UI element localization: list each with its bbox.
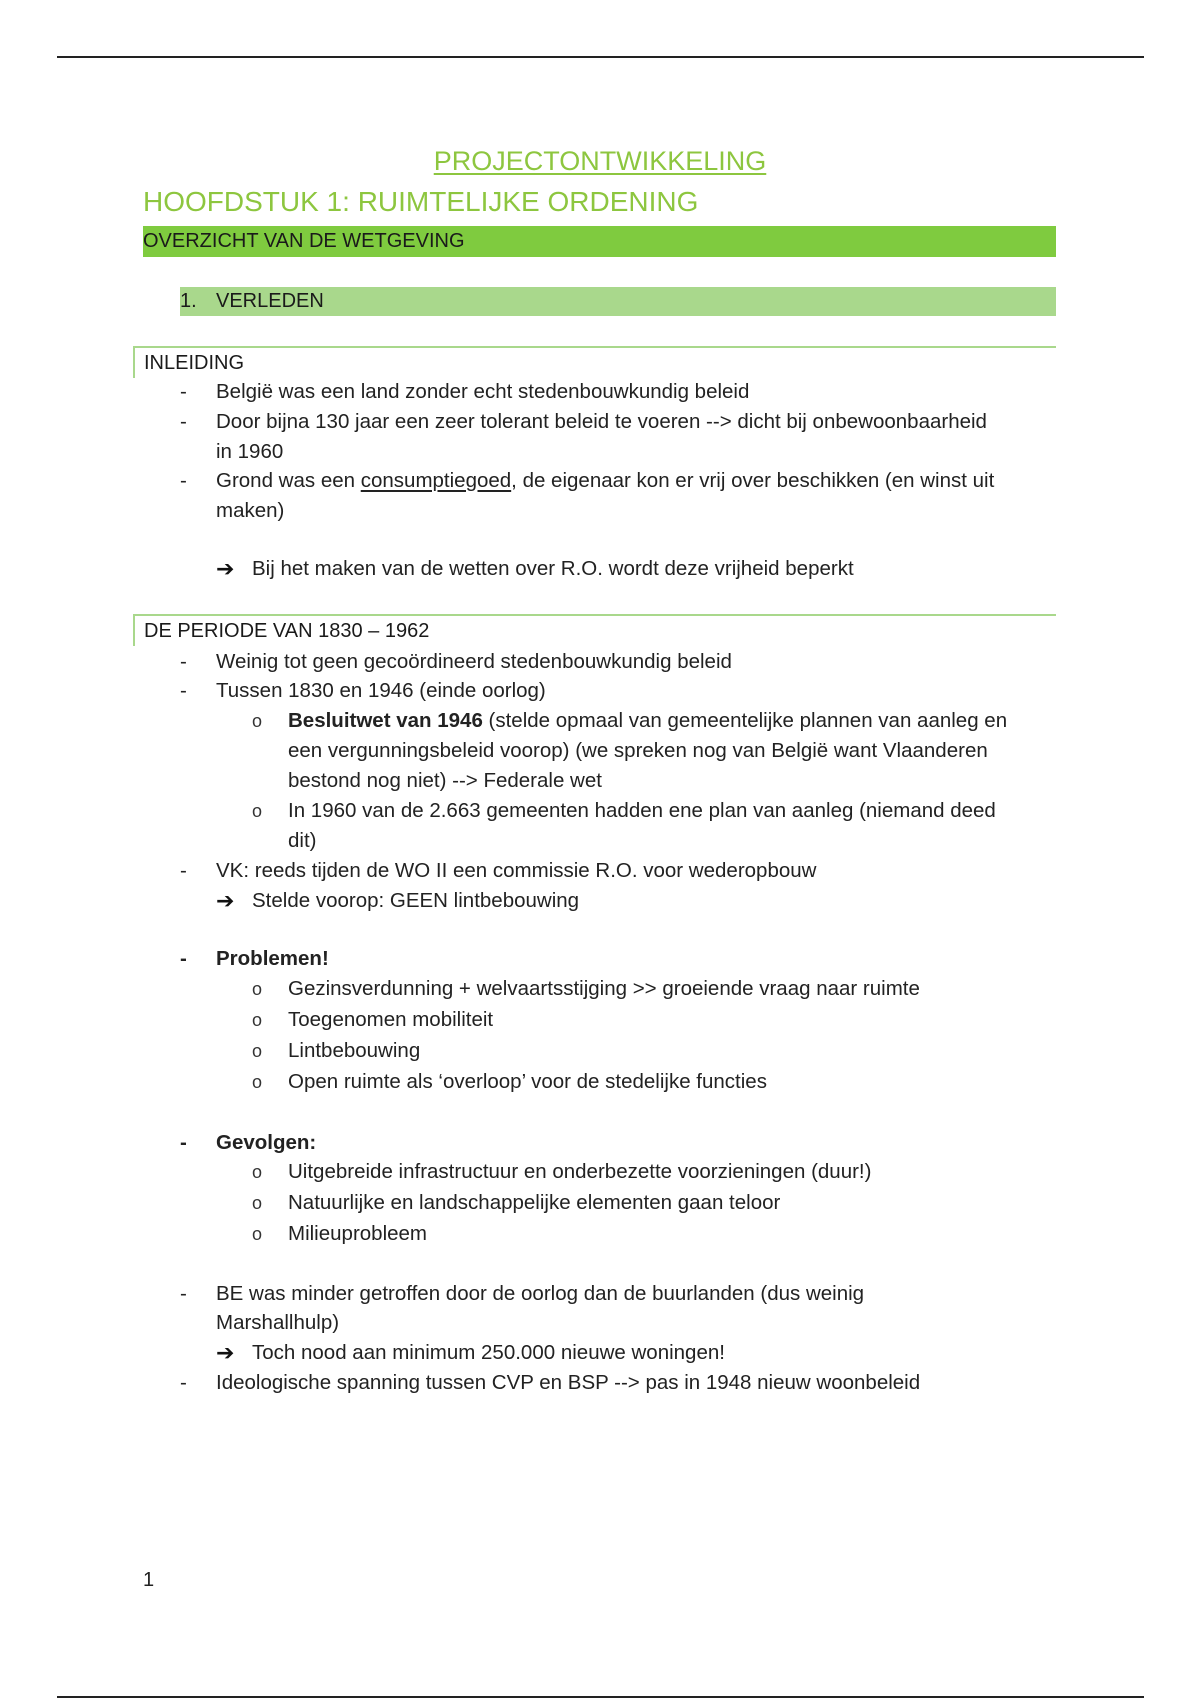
periode-sub-1-rest: (stelde opmaal van gemeentelijke plannen van aanleg en [482,709,1008,732]
circle-bullet: o [252,1193,263,1213]
gevolgen-item: Milieuprobleem [288,1222,428,1245]
footer-rule [57,1696,1144,1698]
dash-bullet: - [180,469,187,492]
problemen-label: Problemen! [216,947,329,970]
inleiding-item-3-pre: Grond was een [216,469,361,492]
dash-bullet: - [180,1282,187,1305]
problemen-item: Open ruimte als ‘overloop’ voor de stedelijke functies [288,1070,767,1093]
periode-item-5: Ideologische spanning tussen CVP en BSP --> pas in 1948 nieuw woonbeleid [216,1371,921,1394]
inleiding-item-3-line-2: maken) [216,499,285,522]
dash-bullet: - [180,1131,187,1154]
periode-heading [133,614,1056,646]
periode-sub-1-line-2: een vergunningsbeleid voorop) (we spreken nog van België want Vlaanderen [288,739,988,762]
periode-heading-text: DE PERIODE VAN 1830 – 1962 [144,620,430,642]
dash-bullet: - [180,650,187,673]
gevolgen-item: Natuurlijke en landschappelijke elementen gaan teloor [288,1191,781,1214]
besluitwet-term: Besluitwet van 1946 [288,709,483,732]
problemen-item: Gezinsverdunning + welvaartsstijging >> groeiende vraag naar ruimte [288,977,920,1000]
circle-bullet: o [252,711,263,731]
problemen-item: Toegenomen mobiliteit [288,1008,494,1031]
consumptiegoed-term: consumptiegoed [360,469,512,492]
circle-bullet: o [252,1041,263,1061]
dash-bullet: - [180,679,187,702]
document-title: PROJECTONTWIKKELING [433,146,767,176]
dash-bullet: - [180,1371,187,1394]
inleiding-item-2-line-1: Door bijna 130 jaar een zeer tolerant beleid te voeren --> dicht bij onbewoonbaarheid [216,410,987,433]
circle-bullet: o [252,1072,263,1092]
arrow-right-icon: ➔ [216,888,235,913]
section-heading-text: OVERZICHT VAN DE WETGEVING [143,230,465,252]
arrow-right-icon: ➔ [216,1340,235,1365]
inleiding-item-2-line-2: in 1960 [216,440,284,463]
periode-item-1: Weinig tot geen gecoördineerd stedenbouwkundig beleid [216,650,732,673]
chapter-heading: HOOFDSTUK 1: RUIMTELIJKE ORDENING [143,186,699,217]
periode-item-4-arrow: Toch nood aan minimum 250.000 nieuwe woningen! [252,1341,725,1364]
section-heading [143,226,1056,257]
periode-item-4-line-2: Marshallhulp) [216,1311,340,1334]
periode-item-4-line-1: BE was minder getroffen door de oorlog dan de buurlanden (dus weinig [216,1282,865,1305]
inleiding-item-3-post: , de eigenaar kon er vrij over beschikken (en winst uit [511,469,995,492]
circle-bullet: o [252,1010,263,1030]
periode-sub-2-line-1: In 1960 van de 2.663 gemeenten hadden ene plan van aanleg (niemand deed [288,799,996,822]
dash-bullet: - [180,859,187,882]
dash-bullet: - [180,410,187,433]
periode-sub-1-line-1 [288,706,1007,736]
circle-bullet: o [252,1224,263,1244]
inleiding-item-1: België was een land zonder echt stedenbouwkundig beleid [216,380,750,403]
periode-sub-2-line-2: dit) [288,829,317,852]
subsection-title: VERLEDEN [216,290,324,312]
periode-item-3-arrow: Stelde voorop: GEEN lintbebouwing [252,889,580,912]
arrow-right-icon: ➔ [216,556,235,581]
header-rule [57,56,1144,58]
gevolgen-label: Gevolgen: [216,1131,317,1154]
gevolgen-item: Uitgebreide infrastructuur en onderbezette voorzieningen (duur!) [288,1160,872,1183]
problemen-item: Lintbebouwing [288,1039,421,1062]
subsection-heading [180,287,1056,316]
circle-bullet: o [252,1162,263,1182]
page-number: 1 [143,1569,155,1591]
circle-bullet: o [252,979,263,999]
inleiding-arrow-text: Bij het maken van de wetten over R.O. wordt deze vrijheid beperkt [252,557,854,580]
periode-item-2: Tussen 1830 en 1946 (einde oorlog) [216,679,546,702]
subsection-number: 1. [180,290,197,312]
periode-sub-1-line-3: bestond nog niet) --> Federale wet [288,769,602,792]
circle-bullet: o [252,801,263,821]
inleiding-item-3-line-1 [216,466,994,496]
dash-bullet: - [180,947,187,970]
dash-bullet: - [180,380,187,403]
inleiding-heading [133,346,1056,378]
inleiding-heading-text: INLEIDING [144,352,245,374]
periode-item-3: VK: reeds tijden de WO II een commissie R.O. voor wederopbouw [216,859,817,882]
